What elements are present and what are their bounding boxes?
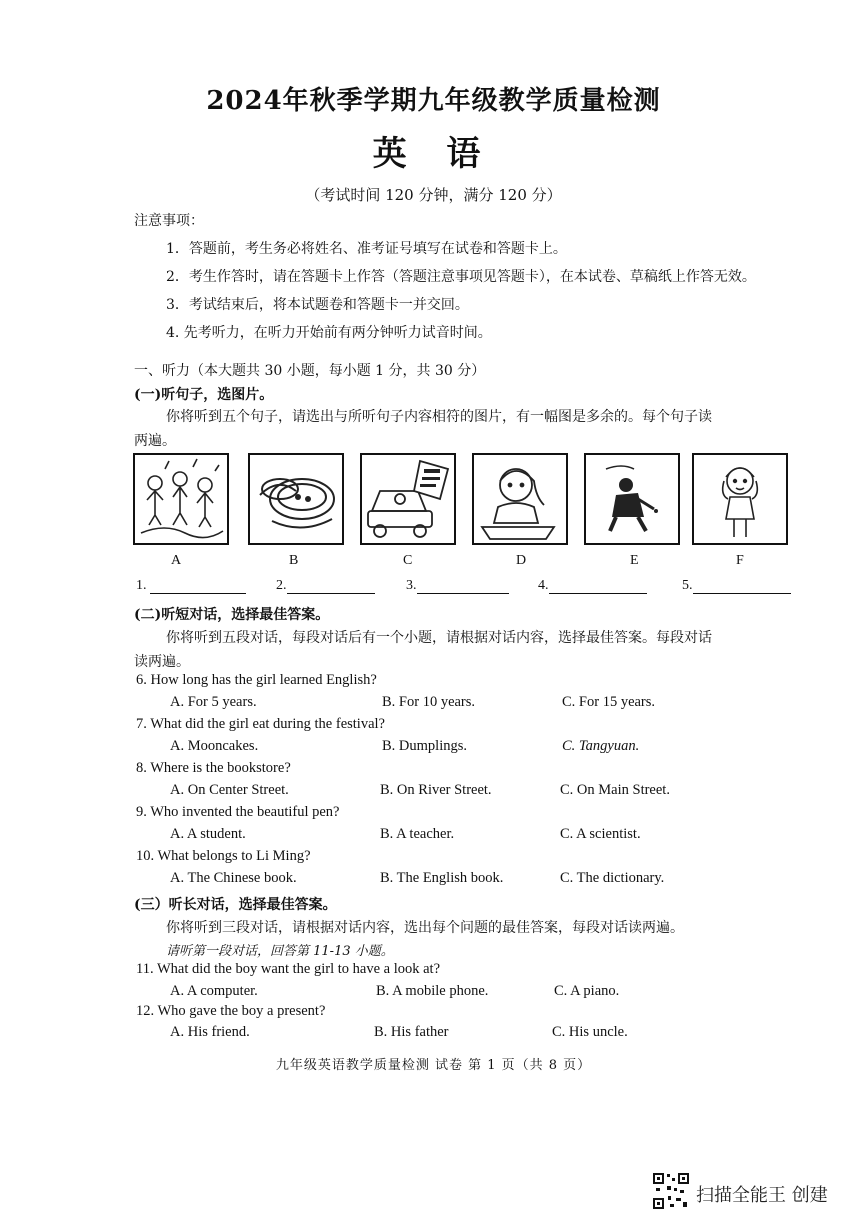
option-c[interactable]: C. Tangyuan. xyxy=(562,738,640,754)
scanner-watermark: 扫描全能王 创建 xyxy=(696,1185,828,1206)
picture-b xyxy=(248,453,344,545)
sub-instruction: 请听第一段对话，回答第 11-13 小题。 xyxy=(166,944,394,959)
notice-item: 1．答题前，考生务必将姓名、准考证号填写在试卷和答题卡上。 xyxy=(166,241,567,257)
notice-item: 3．考试结束后，将本试题卷和答题卡一并交回。 xyxy=(166,297,469,313)
notice-heading: 注意事项： xyxy=(134,213,204,229)
qr-code-icon xyxy=(652,1172,690,1210)
question-text: 6. How long has the girl learned English? xyxy=(136,672,377,688)
man-running-icon xyxy=(586,455,678,543)
picture-label: B xyxy=(289,553,299,568)
notice-item: 2．考生作答时，请在答题卡上作答（答题注意事项见答题卡），在本试卷、草稿纸上作答无效。 xyxy=(166,269,756,285)
picture-f xyxy=(692,453,788,545)
picture-c xyxy=(360,453,456,545)
option-c[interactable]: C. A scientist. xyxy=(560,826,641,842)
blank-number: 5. xyxy=(682,578,693,593)
answer-blank-1[interactable] xyxy=(136,578,246,594)
option-a[interactable]: A. A computer. xyxy=(170,983,258,999)
option-c[interactable]: C. His uncle. xyxy=(552,1024,628,1040)
picture-label: D xyxy=(516,553,527,568)
option-a[interactable]: A. A student. xyxy=(170,826,246,842)
option-c[interactable]: C. A piano. xyxy=(554,983,620,999)
picture-a xyxy=(133,453,229,545)
picture-d xyxy=(472,453,568,545)
food-bowl-icon xyxy=(250,455,342,543)
option-b[interactable]: B. His father xyxy=(374,1024,449,1040)
picture-label: A xyxy=(171,553,182,568)
option-b[interactable]: B. On River Street. xyxy=(380,782,492,798)
option-b[interactable]: B. The English book. xyxy=(380,870,504,886)
picture-label: E xyxy=(630,553,639,568)
part-heading: (二)听短对话，选择最佳答案。 xyxy=(134,607,330,623)
picture-label: F xyxy=(736,553,744,568)
picture-e xyxy=(584,453,680,545)
option-b[interactable]: B. A mobile phone. xyxy=(376,983,489,999)
part-heading: (一)听句子，选图片。 xyxy=(134,387,274,403)
answer-blank-4[interactable] xyxy=(538,578,647,594)
blank-number: 2. xyxy=(276,578,287,593)
page-footer: 九年级英语教学质量检测 试卷 第 1 页（共 8 页） xyxy=(275,1058,592,1073)
part-instruction: 你将听到五段对话，每段对话后有一个小题，请根据对话内容，选择最佳答案。每段对话 xyxy=(166,630,712,646)
option-b[interactable]: B. A teacher. xyxy=(380,826,455,842)
question-text: 8. Where is the bookstore? xyxy=(136,760,291,776)
question-text: 7. What did the girl eat during the festival? xyxy=(136,716,385,732)
blank-number: 3. xyxy=(406,578,417,593)
option-b[interactable]: B. For 10 years. xyxy=(382,694,476,710)
answer-blank-3[interactable] xyxy=(406,578,509,594)
option-c[interactable]: C. For 15 years. xyxy=(562,694,656,710)
girl-standing-icon xyxy=(694,455,786,543)
answer-blank-5[interactable] xyxy=(682,578,791,594)
option-c[interactable]: C. On Main Street. xyxy=(560,782,670,798)
section-heading: 一、听力（本大题共 30 小题，每小题 1 分，共 30 分） xyxy=(134,363,486,379)
part-instruction: 你将听到三段对话，请根据对话内容，选出每个问题的最佳答案，每段对话读两遍。 xyxy=(166,920,684,936)
option-a[interactable]: A. On Center Street. xyxy=(170,782,289,798)
part-instruction: 你将听到五个句子，请选出与所听句子内容相符的图片，有一幅图是多余的。每个句子读 xyxy=(166,409,712,425)
blank-number: 1. xyxy=(136,578,147,593)
option-a[interactable]: A. His friend. xyxy=(170,1024,250,1040)
option-a[interactable]: A. For 5 years. xyxy=(170,694,257,710)
exam-time-note: （考试时间 120 分钟，满分 120 分） xyxy=(305,186,562,204)
option-a[interactable]: A. Mooncakes. xyxy=(170,738,259,754)
answer-blank-2[interactable] xyxy=(276,578,375,594)
option-b[interactable]: B. Dumplings. xyxy=(382,738,467,754)
question-text: 10. What belongs to Li Ming? xyxy=(136,848,311,864)
part-heading: (三）听长对话，选择最佳答案。 xyxy=(134,897,337,913)
crowd-celebration-icon xyxy=(135,455,227,543)
question-text: 11. What did the boy want the girl to have a look at? xyxy=(136,961,441,977)
picture-label: C xyxy=(403,553,413,568)
girl-writing-icon xyxy=(474,455,566,543)
question-text: 9. Who invented the beautiful pen? xyxy=(136,804,340,820)
part-instruction: 两遍。 xyxy=(134,433,176,449)
subject-title: 英 语 xyxy=(372,134,495,174)
notice-item: 4. 先考听力，在听力开始前有两分钟听力试音时间。 xyxy=(166,325,492,341)
blank-number: 4. xyxy=(538,578,549,593)
car-with-sign-icon xyxy=(362,455,454,543)
option-c[interactable]: C. The dictionary. xyxy=(560,870,665,886)
option-a[interactable]: A. The Chinese book. xyxy=(170,870,297,886)
exam-title: 2024年秋季学期九年级教学质量检测 xyxy=(206,86,661,116)
part-instruction: 读两遍。 xyxy=(134,654,190,670)
question-text: 12. Who gave the boy a present? xyxy=(136,1003,326,1019)
